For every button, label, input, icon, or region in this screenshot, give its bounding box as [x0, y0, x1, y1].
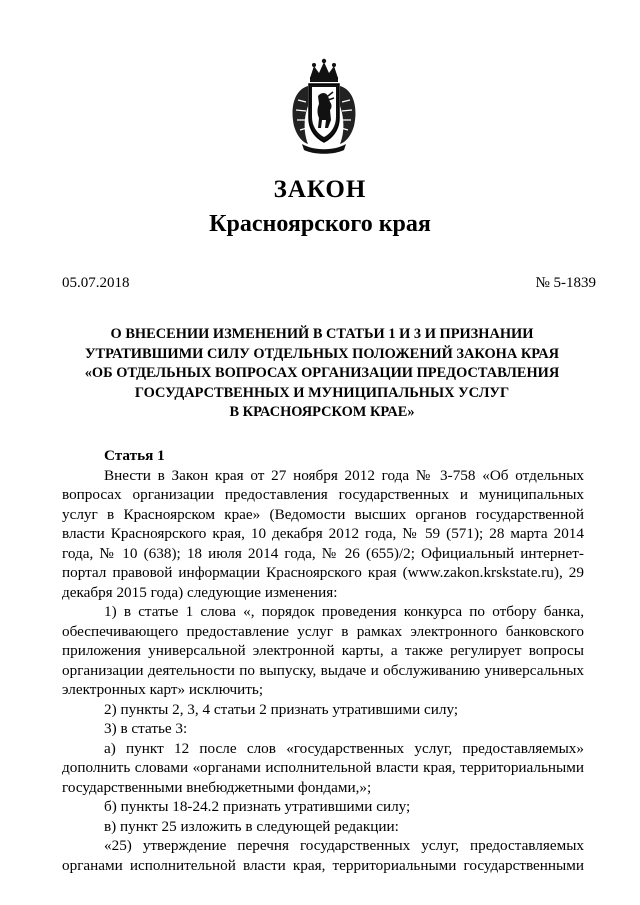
- heading-line: УТРАТИВШИМИ СИЛУ ОТДЕЛЬНЫХ ПОЛОЖЕНИЙ ЗАКОНА КРАЯ: [84, 345, 560, 362]
- heading-line: В КРАСНОЯРСКОМ КРАЕ»: [229, 404, 415, 421]
- article-paragraph: 2) пункты 2, 3, 4 статьи 2 признать утратившими силу;: [104, 700, 459, 718]
- law-title: ЗАКОН: [273, 176, 367, 203]
- law-heading: [60, 325, 584, 423]
- article-paragraph: 1) в статье 1 слова «, порядок проведения конкурса по отбору банка, обеспечивающего предоставление услуг в рамках электронного банковского приложения универсальной электронной карты, а также регулирует вопросы организации деятельности по выпуску, выдаче и обслуживанию универсальных электронных карт» исключить;: [62, 603, 584, 698]
- article-title: Статья 1: [104, 447, 165, 464]
- law-number: № 5-1839: [535, 275, 596, 291]
- article-paragraph: 3) в статье 3:: [104, 720, 188, 737]
- article-paragraph: а) пункт 12 после слов «государственных услуг, предоставляемых» дополнить словами «органами исполнительной власти края, территориальными государственными внебюджетными фондами,»;: [62, 739, 584, 796]
- coat-of-arms-icon: [288, 56, 360, 156]
- article-paragraph: б) пункты 18-24.2 признать утратившими силу;: [104, 798, 411, 815]
- law-date: 05.07.2018: [62, 275, 130, 291]
- heading-line: «ОБ ОТДЕЛЬНЫХ ВОПРОСАХ ОРГАНИЗАЦИИ ПРЕДОСТАВЛЕНИЯ: [84, 365, 560, 382]
- article-paragraph: Внести в Закон края от 27 ноября 2012 года № 3-758 «Об отдельных вопросах организации предоставления государственных и муниципальных услуг в Красноярском крае» (Ведомости высших органов государственной власти Красноярского края, 10 декабря 2012 года, № 59 (571); 28 марта 2014 года, № 10 (638); 18 июля 2014 года, № 26 (655)/2; Официальный интернет-портал правовой информации Красноярского края (www.zakon.krskstate.ru), 29 декабря 2015 года) следующие изменения:: [62, 466, 584, 601]
- article-body: [62, 446, 584, 875]
- heading-line: О ВНЕСЕНИИ ИЗМЕНЕНИЙ В СТАТЬИ 1 И 3 И ПРИЗНАНИИ: [110, 326, 534, 342]
- article-paragraph: в) пункт 25 изложить в следующей редакции:: [104, 817, 399, 835]
- law-subtitle: Красноярского края: [209, 211, 431, 237]
- article-paragraph: «25) утверждение перечня государственных услуг, предоставляемых органами исполнительной власти края, территориальными государственными: [62, 837, 584, 874]
- heading-line: ГОСУДАРСТВЕННЫХ И МУНИЦИПАЛЬНЫХ УСЛУГ: [134, 384, 510, 401]
